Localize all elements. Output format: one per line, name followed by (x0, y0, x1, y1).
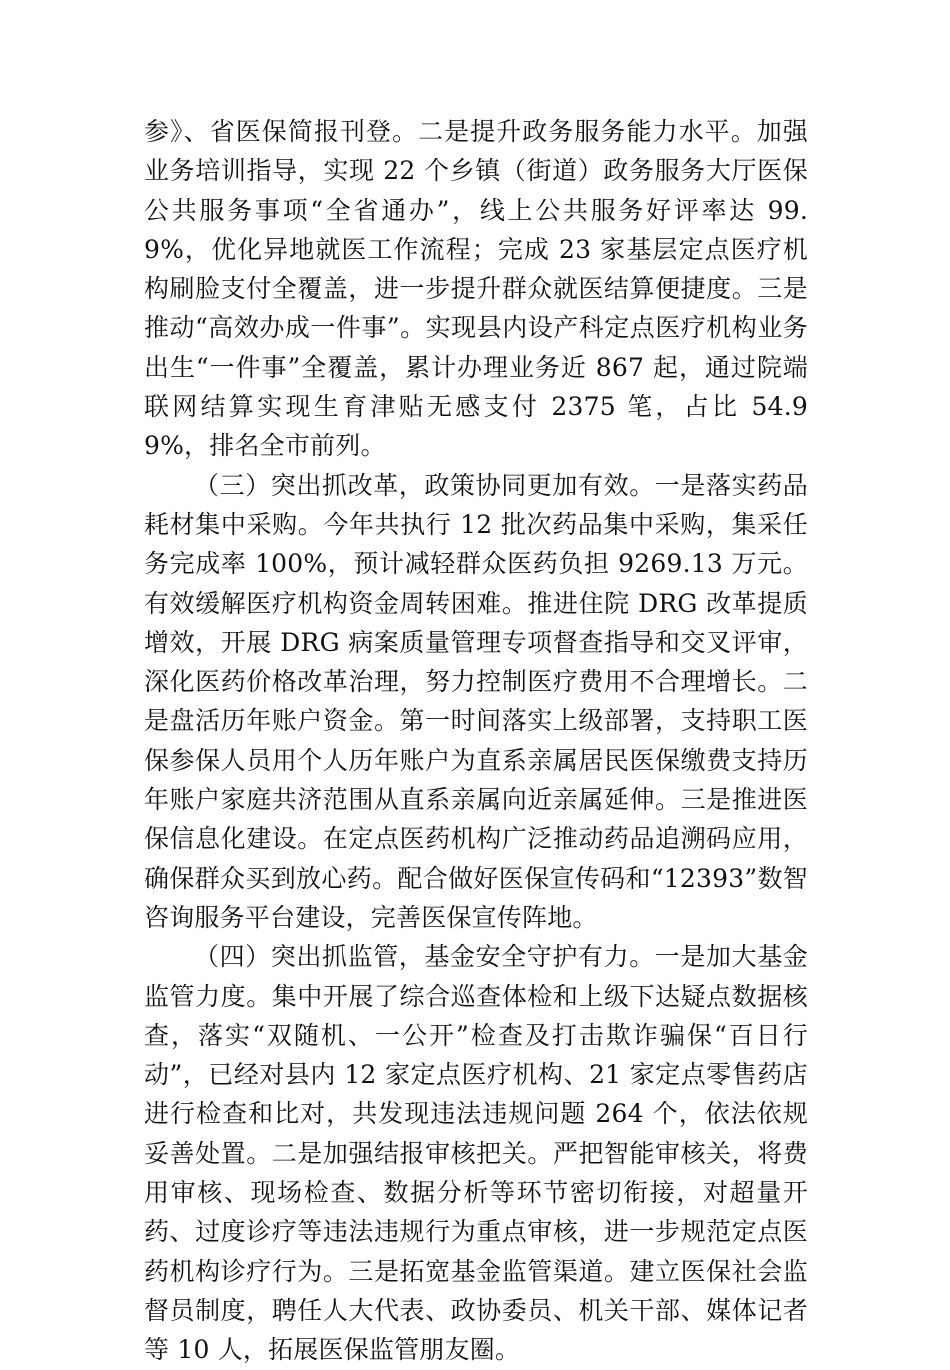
paragraph-1: 参》、省医保简报刊登。二是提升政务服务能力水平。加强业务培训指导，实现 22 个乡镇（街道）政务服务大厅医保公共服务事项“全省通办”，线上公共服务好评率达 99.9%，优化异地就医工作流程；完成 23 家基层定点医疗机构刷脸支付全覆盖，进一步提升群众就医结算便捷度。三是推动“高效办成一件事”。实现县内设产科定点医疗机构业务出生“一件事”全覆盖，累计办理业务近 867 起，通过院端联网结算实现生育津贴无感支付 2375 笔，占比 54.99%，排名全市前列。 (144, 117, 808, 461)
paragraph-3: （四）突出抓监管，基金安全守护有力。一是加大基金监管力度。集中开展了综合巡查体检和上级下达疑点数据核查，落实“双随机、一公开”检查及打击欺诈骗保“百日行动”，已经对县内 12 家定点医疗机构、21 家定点零售药店进行检查和比对，共发现违法违规问题 264 个，依法依规妥善处置。二是加强结报审核把关。严把智能审核关，将费用审核、现场检查、数据分析等环节密切衔接，对超量开药、过度诊疗等违法违规行为重点审核，进一步规范定点医药机构诊疗行为。三是拓宽基金监管渠道。建立医保社会监督员制度，聘任人大代表、政协委员、机关干部、媒体记者等 10 人，拓展医保监管朋友圈。 (144, 942, 808, 1365)
paragraph-2: （三）突出抓改革，政策协同更加有效。一是落实药品耗材集中采购。今年共执行 12 批次药品集中采购，集采任务完成率 100%，预计减轻群众医药负担 9269.13 万元。有效缓解医疗机构资金周转困难。推进住院 DRG 改革提质增效，开展 DRG 病案质量管理专项督查指导和交叉评审，深化医药价格改革治理，努力控制医疗费用不合理增长。二是盘活历年账户资金。第一时间落实上级部署，支持职工医保参保人员用个人历年账户为直系亲属居民医保缴费支持历年账户家庭共济范围从直系亲属向近亲属延伸。三是推进医保信息化建设。在定点医药机构广泛推动药品追溯码应用，确保群众买到放心药。配合做好医保宣传码和“12393”数智咨询服务平台建设，完善医保宣传阵地。 (144, 470, 808, 932)
document-body (144, 112, 808, 1370)
